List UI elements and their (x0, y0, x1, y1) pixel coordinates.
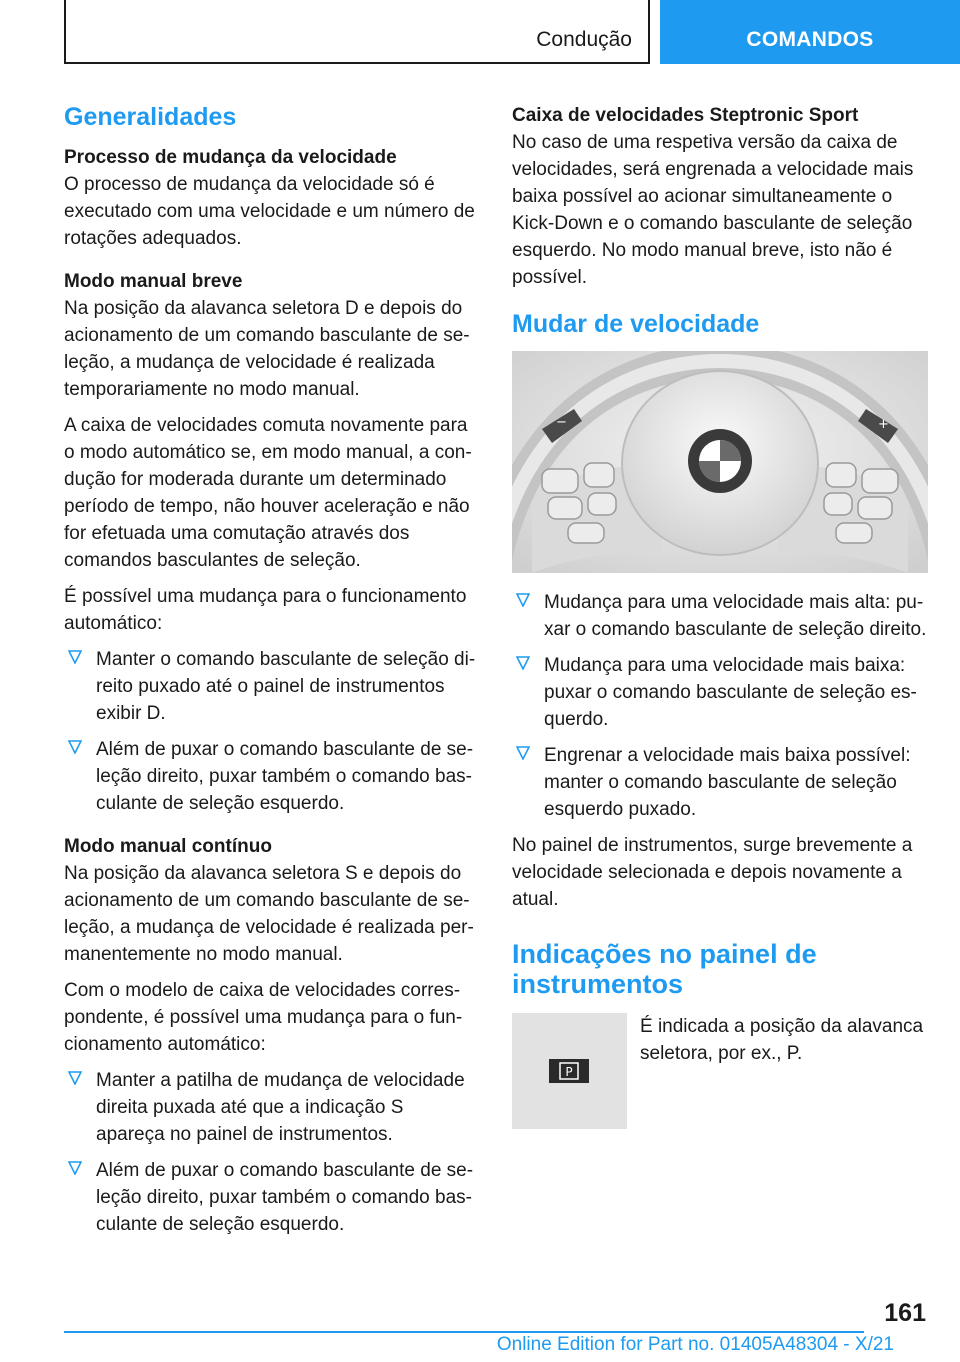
heading-steptronic-sport: Caixa de velocidades Steptronic Sport (512, 105, 859, 126)
header-chapter-tab (660, 0, 960, 64)
paragraph-modo-breve-1: Na posição da alavanca seletora D e depois do acionamento de um comando basculante de seleção, a mudança de velocidade é realizada temporariamente no modo manual. (64, 298, 470, 400)
indicator-block (512, 1013, 928, 1133)
paragraph-modo-breve-2: A caixa de velocidades comuta novamente para o modo automático se, em modo manual, a condução for moderada durante um determinado período de tempo, não houver aceleração e não for efetuada uma comutação através dos comandos basculantes de seleção. (64, 415, 472, 571)
bullet-list-modo-continuo (64, 1067, 476, 1238)
paddle-plus-label: + (878, 417, 889, 432)
triangle-bullet-icon (516, 593, 530, 607)
paragraph-indicacoes: É indicada a posição da alavanca seletora, por ex., P. (640, 1016, 924, 1064)
list-item-text: Mudança para uma velocidade mais alta: puxar o comando basculante de seleção direito. (544, 592, 927, 640)
triangle-bullet-icon (516, 746, 530, 760)
heading-processo-mudanca: Processo de mudança da velocidade (64, 147, 397, 168)
list-item-text: Além de puxar o comando basculante de seleção direito, puxar também o comando basculante de seleção esquerdo. (96, 1160, 474, 1235)
list-item (64, 1067, 476, 1148)
footer-edition: Online Edition for Part no. 01405A48304 - X/21 (496, 1334, 894, 1355)
paragraph-modo-breve-3: É possível uma mudança para o funcionamento automático: (64, 586, 467, 634)
paragraph-modo-continuo-2: Com o modelo de caixa de velocidades correspondente, é possível uma mudança para o funcionamento automático: (64, 980, 463, 1055)
list-item (512, 589, 928, 643)
triangle-bullet-icon (68, 740, 82, 754)
header-section-title: Condução (536, 28, 632, 51)
footer-divider (64, 1331, 864, 1333)
triangle-bullet-icon (68, 650, 82, 664)
list-item (512, 742, 928, 823)
heading-modo-manual-continuo: Modo manual contínuo (64, 836, 272, 857)
header-chapter-label: COMANDOS (746, 28, 874, 51)
selector-position-letter: P (565, 1065, 573, 1079)
triangle-bullet-icon (68, 1161, 82, 1175)
right-column (512, 96, 928, 1133)
triangle-bullet-icon (68, 1071, 82, 1085)
list-item-text: Manter o comando basculante de seleção direito puxado até o painel de instrumentos exibir D. (96, 649, 476, 724)
paragraph-modo-continuo-1: Na posição da alavanca seletora S e depois do acionamento de um comando basculante de seleção, a mudança de velocidade é realizada permanentemente no modo manual. (64, 863, 474, 965)
paragraph-steptronic-sport: No caso de uma respetiva versão da caixa de velocidades, será engrenada a velocidade mais baixa possível ao acionar simultaneamente o Kick-Down e o comando basculante de seleção esquerdo. No modo manual breve, isto não é possível. (512, 132, 914, 288)
list-item-text: Além de puxar o comando basculante de seleção direito, puxar também o comando basculante de seleção esquerdo. (96, 739, 474, 814)
list-item (64, 646, 476, 727)
heading-mudar-velocidade: Mudar de velocidade (512, 310, 760, 338)
triangle-bullet-icon (516, 656, 530, 670)
list-item (512, 652, 928, 733)
list-item-text: Manter a patilha de mudança de velocidade direita puxada até que a indicação S apareça no painel de instrumentos. (96, 1070, 465, 1145)
list-item-text: Engrenar a velocidade mais baixa possível: manter o comando basculante de seleção esquerdo puxado. (544, 745, 911, 820)
heading-generalidades: Generalidades (64, 103, 237, 131)
bullet-list-modo-breve (64, 646, 476, 817)
page-number: 161 (884, 1299, 926, 1327)
selector-position-display-image (512, 1013, 627, 1129)
paragraph-processo-mudanca: O processo de mudança da velocidade só é executado com uma velocidade e um número de rotações adequados. (64, 174, 475, 249)
paragraph-painel-velocidade: No painel de instrumentos, surge brevemente a velocidade selecionada e depois novamente a atual. (512, 835, 913, 910)
steering-wheel-paddles-image (512, 351, 928, 573)
list-item (64, 736, 476, 817)
left-column (64, 96, 476, 1247)
paddle-minus-label: − (556, 415, 567, 430)
list-item-text: Mudança para uma velocidade mais baixa: puxar o comando basculante de seleção esquerdo. (544, 655, 917, 730)
heading-modo-manual-breve: Modo manual breve (64, 271, 243, 292)
bullet-list-mudar-velocidade (512, 589, 928, 823)
header-section-box (64, 0, 650, 64)
heading-indicacoes-painel: Indicações no painel de instrumentos (512, 939, 817, 999)
list-item (64, 1157, 476, 1238)
